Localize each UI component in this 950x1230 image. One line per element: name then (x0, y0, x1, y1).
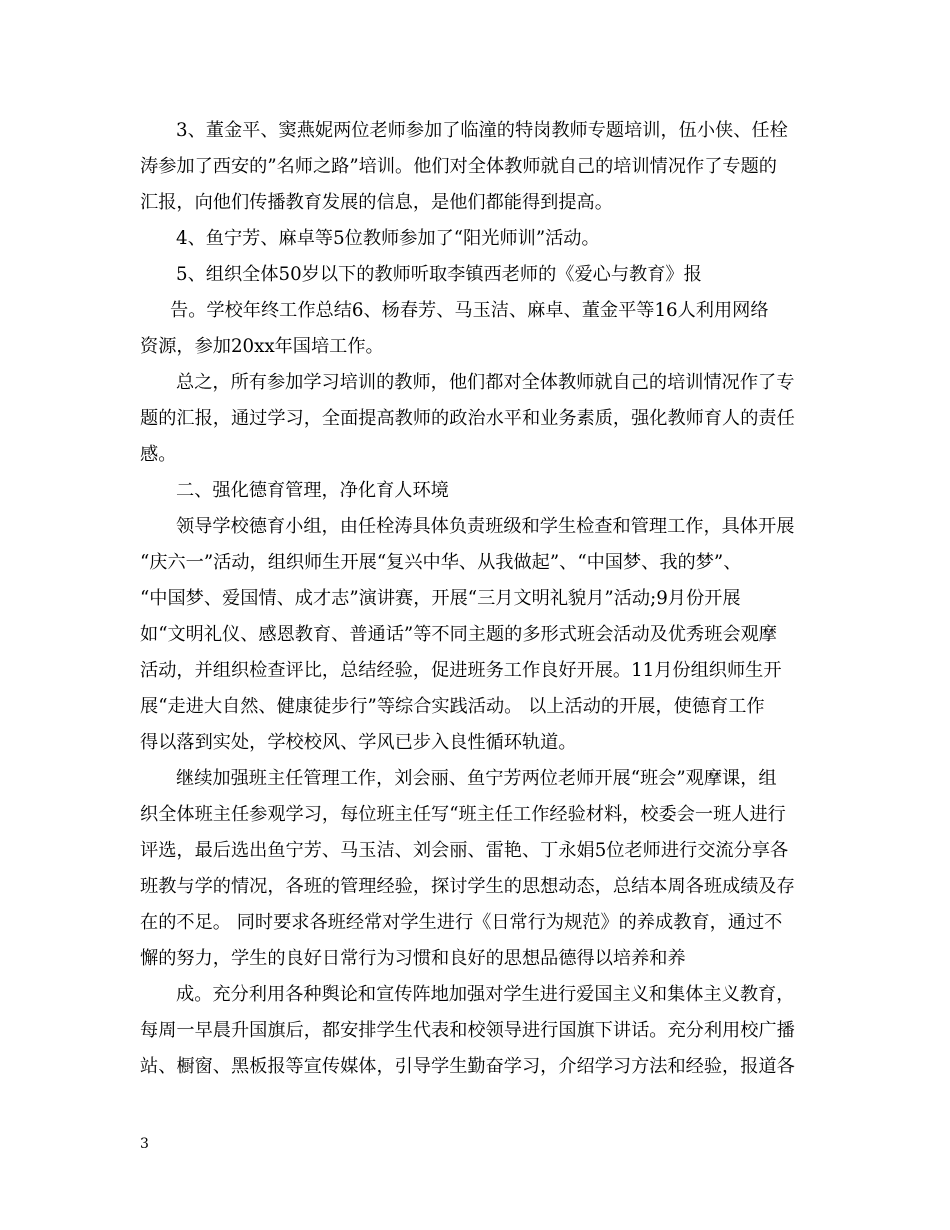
text-line: 题的汇报，通过学习，全面提高教师的政治水平和业务素质，强化教师育人的责任 (140, 408, 795, 429)
text-line: 4、鱼宁芳、麻卓等5位教师参加了“阳光师训”活动。 (176, 228, 600, 249)
text-line: 成。充分利用各种舆论和宣传阵地加强对学生进行爱国主义和集体主义教育， (176, 984, 795, 1005)
section-heading: 二、强化德育管理，净化育人环境 (176, 480, 449, 501)
text-line: 3、董金平、窦燕妮两位老师参加了临潼的特岗教师专题培训，伍小侠、任栓 (176, 120, 788, 141)
text-line: 织全体班主任参观学习，每位班主任写“班主任工作经验材料，校委会一班人进行 (140, 804, 786, 825)
text-line: 站、橱窗、黑板报等宣传媒体，引导学生勤奋学习，介绍学习方法和经验，报道各 (140, 1056, 795, 1077)
text-line: 评选，最后选出鱼宁芳、马玉洁、刘会丽、雷艳、丁永娟5位老师进行交流分享各 (140, 840, 789, 861)
text-line: 汇报，向他们传播教育发展的信息，是他们都能得到提高。 (140, 192, 613, 213)
text-line: 在的不足。 同时要求各班经常对学生进行《日常行为规范》的养成教育，通过不 (140, 912, 783, 933)
text-line: 5、组织全体50岁以下的教师听取李镇西老师的《爱心与教育》报 (176, 264, 702, 285)
text-line: “庆六一”活动，组织师生开展“复兴中华、从我做起”、“中国梦、我的梦”、 (140, 552, 742, 573)
text-line: 领导学校德育小组，由任栓涛具体负责班级和学生检查和管理工作，具体开展 (176, 516, 795, 537)
text-line: 展“走进大自然、健康徒步行”等综合实践活动。 以上活动的开展，使德育工作 (140, 696, 765, 717)
text-line: 涛参加了西安的”名师之路”培训。他们对全体教师就自己的培训情况作了专题的 (140, 156, 777, 177)
text-line: 班教与学的情况，各班的管理经验，探讨学生的思想动态，总结本周各班成绩及存 (140, 876, 795, 897)
page-number: 3 (140, 1136, 149, 1152)
text-line: 继续加强班主任管理工作，刘会丽、鱼宁芳两位老师开展“班会”观摩课，组 (176, 768, 777, 789)
text-line: 懈的努力，学生的良好日常行为习惯和良好的思想品德得以培养和养 (140, 948, 686, 969)
text-line: 如“文明礼仪、感恩教育、普通话”等不同主题的多形式班会活动及优秀班会观摩 (140, 624, 777, 645)
text-line: 每周一早晨升国旗后，都安排学生代表和校领导进行国旗下讲话。充分利用校广播 (140, 1020, 795, 1041)
text-line: 资源，参加20xx年国培工作。 (140, 336, 384, 357)
text-line: 得以落到实处，学校校风、学风已步入良性循环轨道。 (140, 732, 577, 753)
text-line: 感。 (140, 444, 177, 465)
text-line: 告。学校年终工作总结6、杨春芳、马玉洁、麻卓、董金平等16人利用网络 (170, 300, 769, 321)
text-line: “中国梦、爱国情、成才志”演讲赛，开展“三月文明礼貌月”活动;9月份开展 (140, 588, 741, 609)
text-line: 总之，所有参加学习培训的教师，他们都对全体教师就自己的培训情况作了专 (176, 372, 795, 393)
text-line: 活动，并组织检查评比，总结经验，促进班务工作良好开展。11月份组织师生开 (140, 660, 782, 681)
